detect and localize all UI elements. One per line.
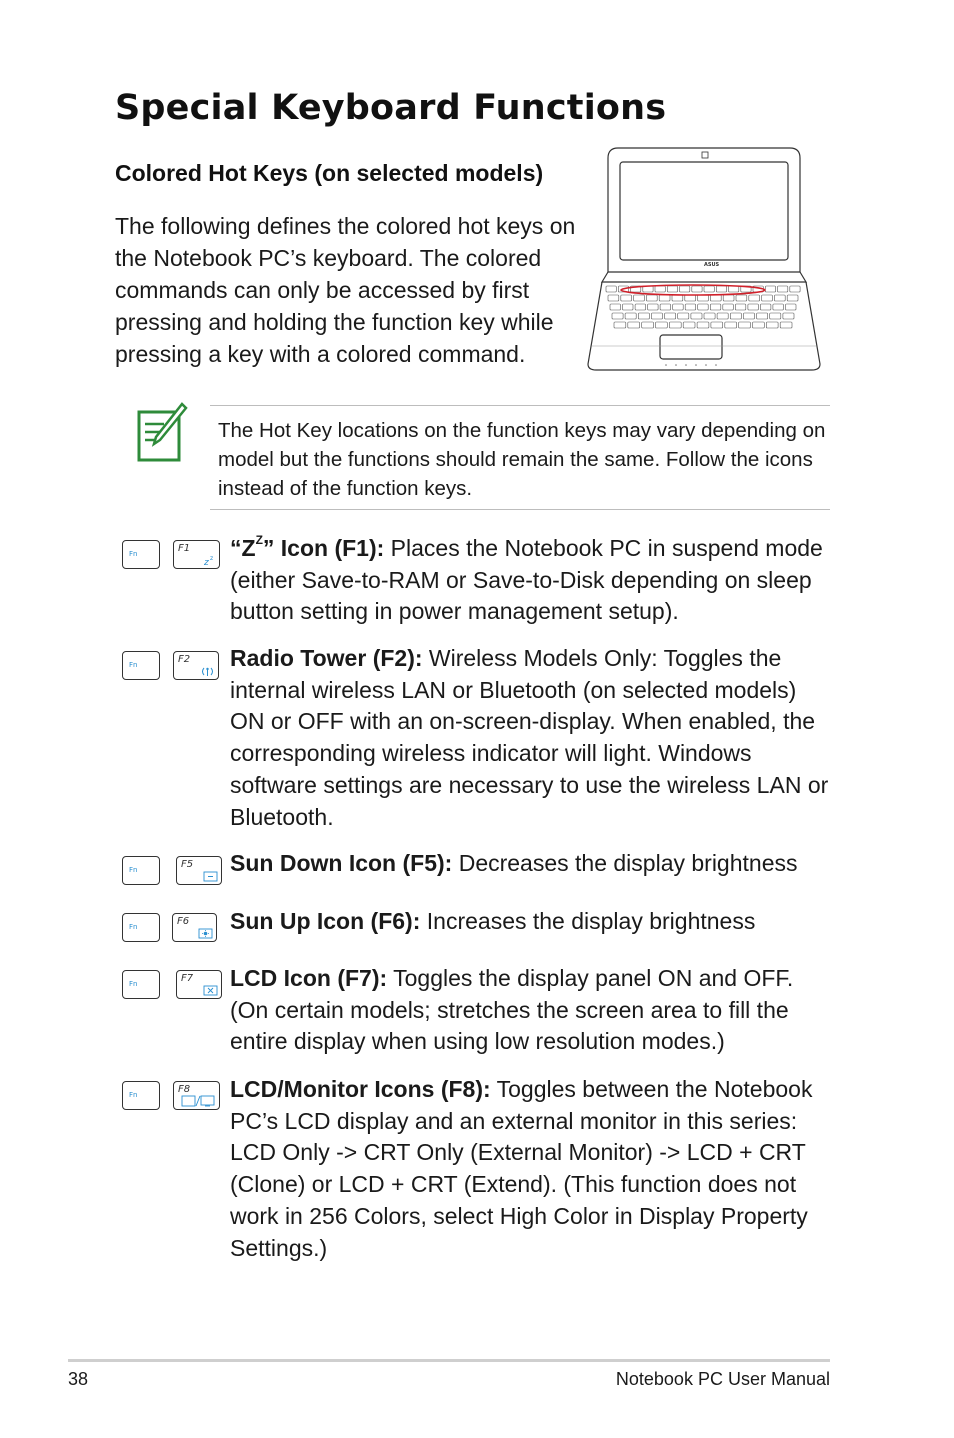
f1-key: [173, 540, 220, 569]
section-heading: Colored Hot Keys (on selected models): [115, 160, 544, 186]
keyboard-key: [710, 304, 721, 310]
fn-key-label: Fn: [129, 550, 138, 558]
zz-sleep-icon: [201, 555, 216, 566]
fn-key-label: Fn: [129, 866, 138, 874]
svg-text:z: z: [204, 558, 209, 566]
keyboard-key: [665, 313, 676, 319]
f6-key: [172, 913, 217, 942]
keyboard-key: [656, 322, 668, 328]
f5-key-label: F5: [181, 859, 194, 870]
keyboard-key: [623, 304, 634, 310]
keyboard-key: [783, 313, 794, 319]
f2-key: [173, 651, 219, 680]
keyboard-key: [612, 313, 623, 319]
keyboard-key: [660, 304, 671, 310]
sun-down-icon: [203, 871, 218, 882]
fn-key-label: Fn: [129, 661, 138, 669]
f7-key-label: F7: [181, 973, 194, 984]
f8-key-label: F8: [178, 1084, 191, 1095]
keyboard-key: [786, 304, 797, 310]
fn-key: [122, 540, 160, 569]
keyboard-key: [753, 322, 765, 328]
keyboard-key: [608, 295, 619, 301]
fn-key-label: Fn: [129, 923, 138, 931]
keyboard-key: [698, 304, 709, 310]
keyboard-key: [651, 313, 662, 319]
keyboard-key: [691, 313, 702, 319]
keyboard-key: [717, 313, 728, 319]
keyboard-key: [780, 322, 792, 328]
keyboard-key: [787, 295, 798, 301]
fn-key: [122, 651, 160, 680]
keyboard-key: [683, 322, 695, 328]
keyboard-key: [716, 286, 726, 292]
footer-title: Notebook PC User Manual: [615, 1369, 830, 1389]
keyboard-key: [710, 295, 721, 301]
keyboard-key: [736, 295, 747, 301]
keyboard-key: [610, 304, 621, 310]
fn-key: [122, 856, 160, 885]
keyboard-key: [669, 322, 681, 328]
keyboard-key: [625, 313, 636, 319]
keyboard-key: [667, 286, 677, 292]
f1-key-label: F1: [178, 543, 191, 554]
keyboard-key: [790, 286, 800, 292]
keyboard-key: [685, 295, 696, 301]
keyboard-key: [729, 286, 739, 292]
fn-key: [122, 913, 160, 942]
keyboard-key: [614, 322, 626, 328]
hotkey-f6-description: Sun Up Icon (F6): Increases the display brightness: [230, 908, 756, 934]
fn-key-label: Fn: [129, 980, 138, 988]
hotkey-f1-description: “$Z^Z$” Icon (F1): Places the Notebook PC in suspend mode (either Save-to-RAM or Save-to-Disk depending on sleep button setting in power management setup).: [230, 533, 823, 625]
keyboard-key: [638, 313, 649, 319]
keyboard-key: [748, 304, 759, 310]
hotkey-f7-description: LCD Icon (F7): Toggles the display panel ON and OFF. (On certain models; stretches the screen area to fill the entire display when using low resolution modes.): [230, 965, 794, 1055]
hotkey-f5-description: Sun Down Icon (F5): Decreases the display brightness: [230, 850, 798, 876]
keyboard-key: [628, 322, 640, 328]
keyboard-key: [770, 313, 781, 319]
keyboard-key: [698, 295, 709, 301]
keyboard-key: [648, 304, 659, 310]
keyboard-key: [621, 295, 632, 301]
lcd-monitor-icon: [180, 1095, 216, 1107]
note-bottom-rule: [210, 509, 830, 510]
keyboard-key: [735, 304, 746, 310]
keyboard-key: [766, 322, 778, 328]
keyboard-key: [778, 286, 788, 292]
keyboard-key: [685, 304, 696, 310]
f8-key: [173, 1081, 220, 1110]
fn-key: [122, 970, 160, 999]
keyboard-key: [655, 286, 665, 292]
keyboard-key: [678, 313, 689, 319]
radio-tower-icon: [200, 666, 215, 677]
keyboard-key: [606, 286, 616, 292]
keyboard-key: [749, 295, 760, 301]
keyboard-key: [739, 322, 751, 328]
note-top-rule: [210, 405, 830, 406]
laptop-logo: ASUS: [704, 262, 720, 268]
keyboard-key: [765, 286, 775, 292]
page-title: Special Keyboard Functions: [115, 88, 667, 128]
keyboard-key: [757, 313, 768, 319]
keyboard-key: [642, 322, 654, 328]
laptop-illustration: [584, 146, 826, 372]
keyboard-key: [762, 295, 773, 301]
keyboard-key: [725, 322, 737, 328]
keyboard-key: [673, 304, 684, 310]
keyboard-key: [697, 322, 709, 328]
svg-text:z: z: [210, 555, 214, 562]
keyboard-key: [743, 313, 754, 319]
keyboard-key: [773, 304, 784, 310]
keyboard-key: [672, 295, 683, 301]
sun-up-icon: [198, 928, 213, 939]
page-number: 38: [68, 1369, 89, 1389]
keyboard-key: [634, 295, 645, 301]
keyboard-key: [635, 304, 646, 310]
f2-key-label: F2: [178, 654, 191, 665]
fn-key: [122, 1081, 160, 1110]
intro-paragraph: The following defines the colored hot keys on the Notebook PC’s keyboard. The colored commands can only be accessed by first pressing and holding the function key while pressing a key with a colored command.: [115, 213, 576, 367]
f5-key: [176, 856, 222, 885]
keyboard-key: [659, 295, 670, 301]
note-text: The Hot Key locations on the function keys may vary depending on model but the functions should remain the same. Follow the icons instead of the function keys.: [218, 419, 826, 500]
keyboard-key: [704, 286, 714, 292]
f6-key-label: F6: [177, 916, 190, 927]
keyboard-key: [760, 304, 771, 310]
keyboard-key: [680, 286, 690, 292]
lcd-icon: [203, 985, 218, 996]
keyboard-key: [723, 304, 734, 310]
footer-rule: [68, 1359, 830, 1362]
hotkey-f2-description: Radio Tower (F2): Wireless Models Only: Toggles the internal wireless LAN or Bluetooth (on selected models) ON or OFF with an on-screen-display. When enabled, the corresponding wireless indicator will light. Windows software settings are necessary to use the wireless LAN or Bluetooth.: [230, 645, 829, 830]
keyboard-key: [646, 295, 657, 301]
keyboard-key: [730, 313, 741, 319]
keyboard-key: [704, 313, 715, 319]
hotkey-f8-description: LCD/Monitor Icons (F8): Toggles between the Notebook PC’s LCD display and an external monitor in this series: LCD Only -> CRT Only (External Monitor) -> LCD + CRT (Clone) or LCD + CRT (Extend). (This function does not work in 256 Colors, select High Color in Display Property Settings.): [230, 1076, 813, 1261]
fn-key-label: Fn: [129, 1091, 138, 1099]
note-pencil-icon: [130, 400, 188, 466]
keyboard-key: [723, 295, 734, 301]
f7-key: [176, 970, 222, 999]
keyboard-key: [774, 295, 785, 301]
keyboard-key: [692, 286, 702, 292]
keyboard-key: [711, 322, 723, 328]
